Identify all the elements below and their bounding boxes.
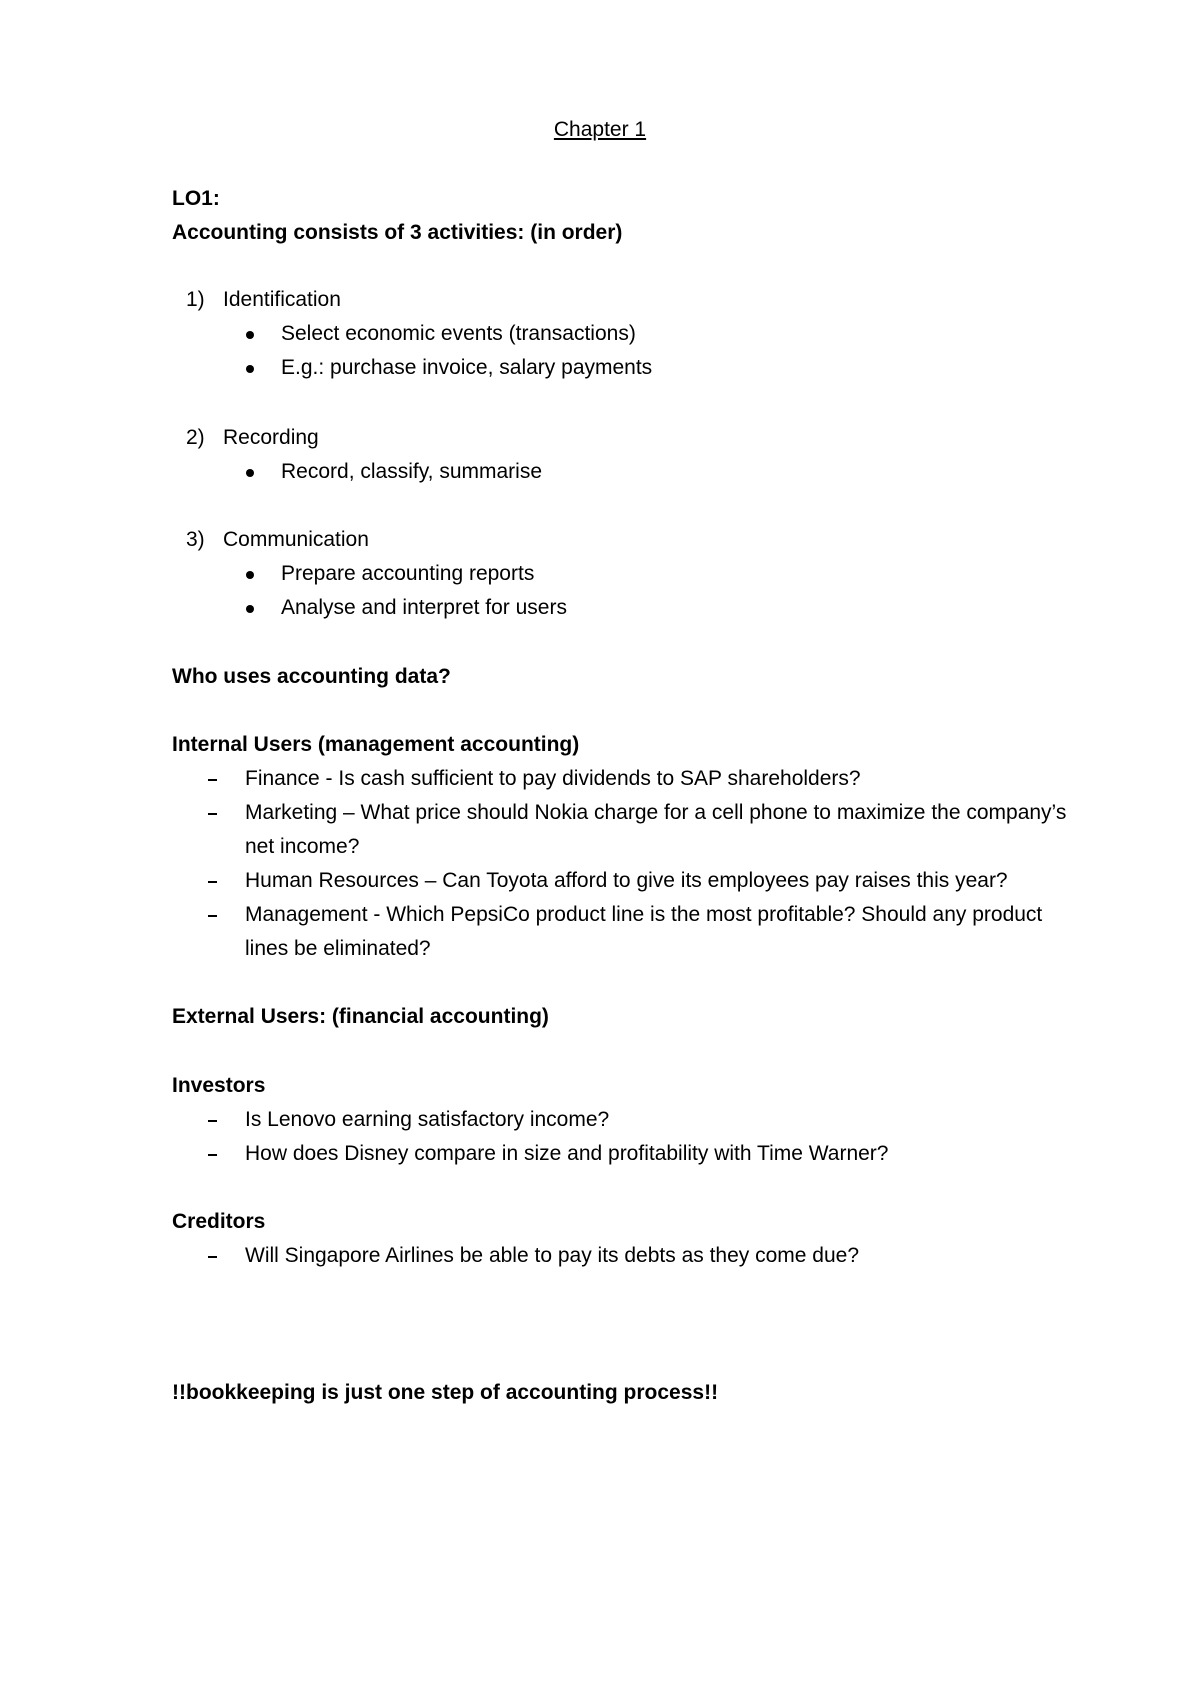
activity-point: E.g.: purchase invoice, salary payments bbox=[281, 356, 653, 379]
internal-item: Marketing – What price should Nokia charge for a cell phone to maximize the company’s bbox=[245, 801, 1067, 824]
activity-number: 2) bbox=[186, 426, 205, 449]
dash-marker bbox=[208, 1120, 217, 1122]
internal-item: Human Resources – Can Toyota afford to give its employees pay raises this year? bbox=[245, 869, 1008, 892]
creditors-heading: Creditors bbox=[172, 1210, 266, 1233]
dash-marker bbox=[208, 779, 217, 781]
dash-marker bbox=[208, 881, 217, 883]
internal-item-continuation: lines be eliminated? bbox=[245, 937, 431, 960]
closing-note: !!bookkeeping is just one step of accounting process!! bbox=[172, 1381, 719, 1404]
bullet-dot bbox=[246, 571, 254, 579]
internal-item-continuation: net income? bbox=[245, 835, 360, 858]
activity-name: Identification bbox=[223, 288, 341, 311]
internal-item: Management - Which PepsiCo product line is the most profitable? Should any product bbox=[245, 903, 1043, 926]
activity-number: 1) bbox=[186, 288, 205, 311]
dash-marker bbox=[208, 813, 217, 815]
users-question: Who uses accounting data? bbox=[172, 665, 451, 688]
lo-label: LO1: bbox=[172, 187, 220, 210]
activity-point: Select economic events (transactions) bbox=[281, 322, 636, 345]
internal-users-heading: Internal Users (management accounting) bbox=[172, 733, 580, 756]
bullet-dot bbox=[246, 331, 254, 339]
internal-item: Finance - Is cash sufficient to pay dividends to SAP shareholders? bbox=[245, 767, 861, 790]
activity-point: Analyse and interpret for users bbox=[281, 596, 567, 619]
investors-heading: Investors bbox=[172, 1074, 266, 1097]
activity-number: 3) bbox=[186, 528, 205, 551]
activity-name: Communication bbox=[223, 528, 369, 551]
dash-marker bbox=[208, 1154, 217, 1156]
activity-name: Recording bbox=[223, 426, 319, 449]
dash-marker bbox=[208, 915, 217, 917]
investors-item: Is Lenovo earning satisfactory income? bbox=[245, 1108, 610, 1131]
dash-marker bbox=[208, 1256, 217, 1258]
external-users-heading: External Users: (financial accounting) bbox=[172, 1005, 549, 1028]
page-title: Chapter 1 bbox=[553, 118, 647, 141]
activities-heading: Accounting consists of 3 activities: (in order) bbox=[172, 221, 623, 244]
bullet-dot bbox=[246, 605, 254, 613]
investors-item: How does Disney compare in size and profitability with Time Warner? bbox=[245, 1142, 889, 1165]
creditors-item: Will Singapore Airlines be able to pay its debts as they come due? bbox=[245, 1244, 860, 1267]
activity-point: Prepare accounting reports bbox=[281, 562, 535, 585]
bullet-dot bbox=[246, 365, 254, 373]
bullet-dot bbox=[246, 469, 254, 477]
activity-point: Record, classify, summarise bbox=[281, 460, 543, 483]
